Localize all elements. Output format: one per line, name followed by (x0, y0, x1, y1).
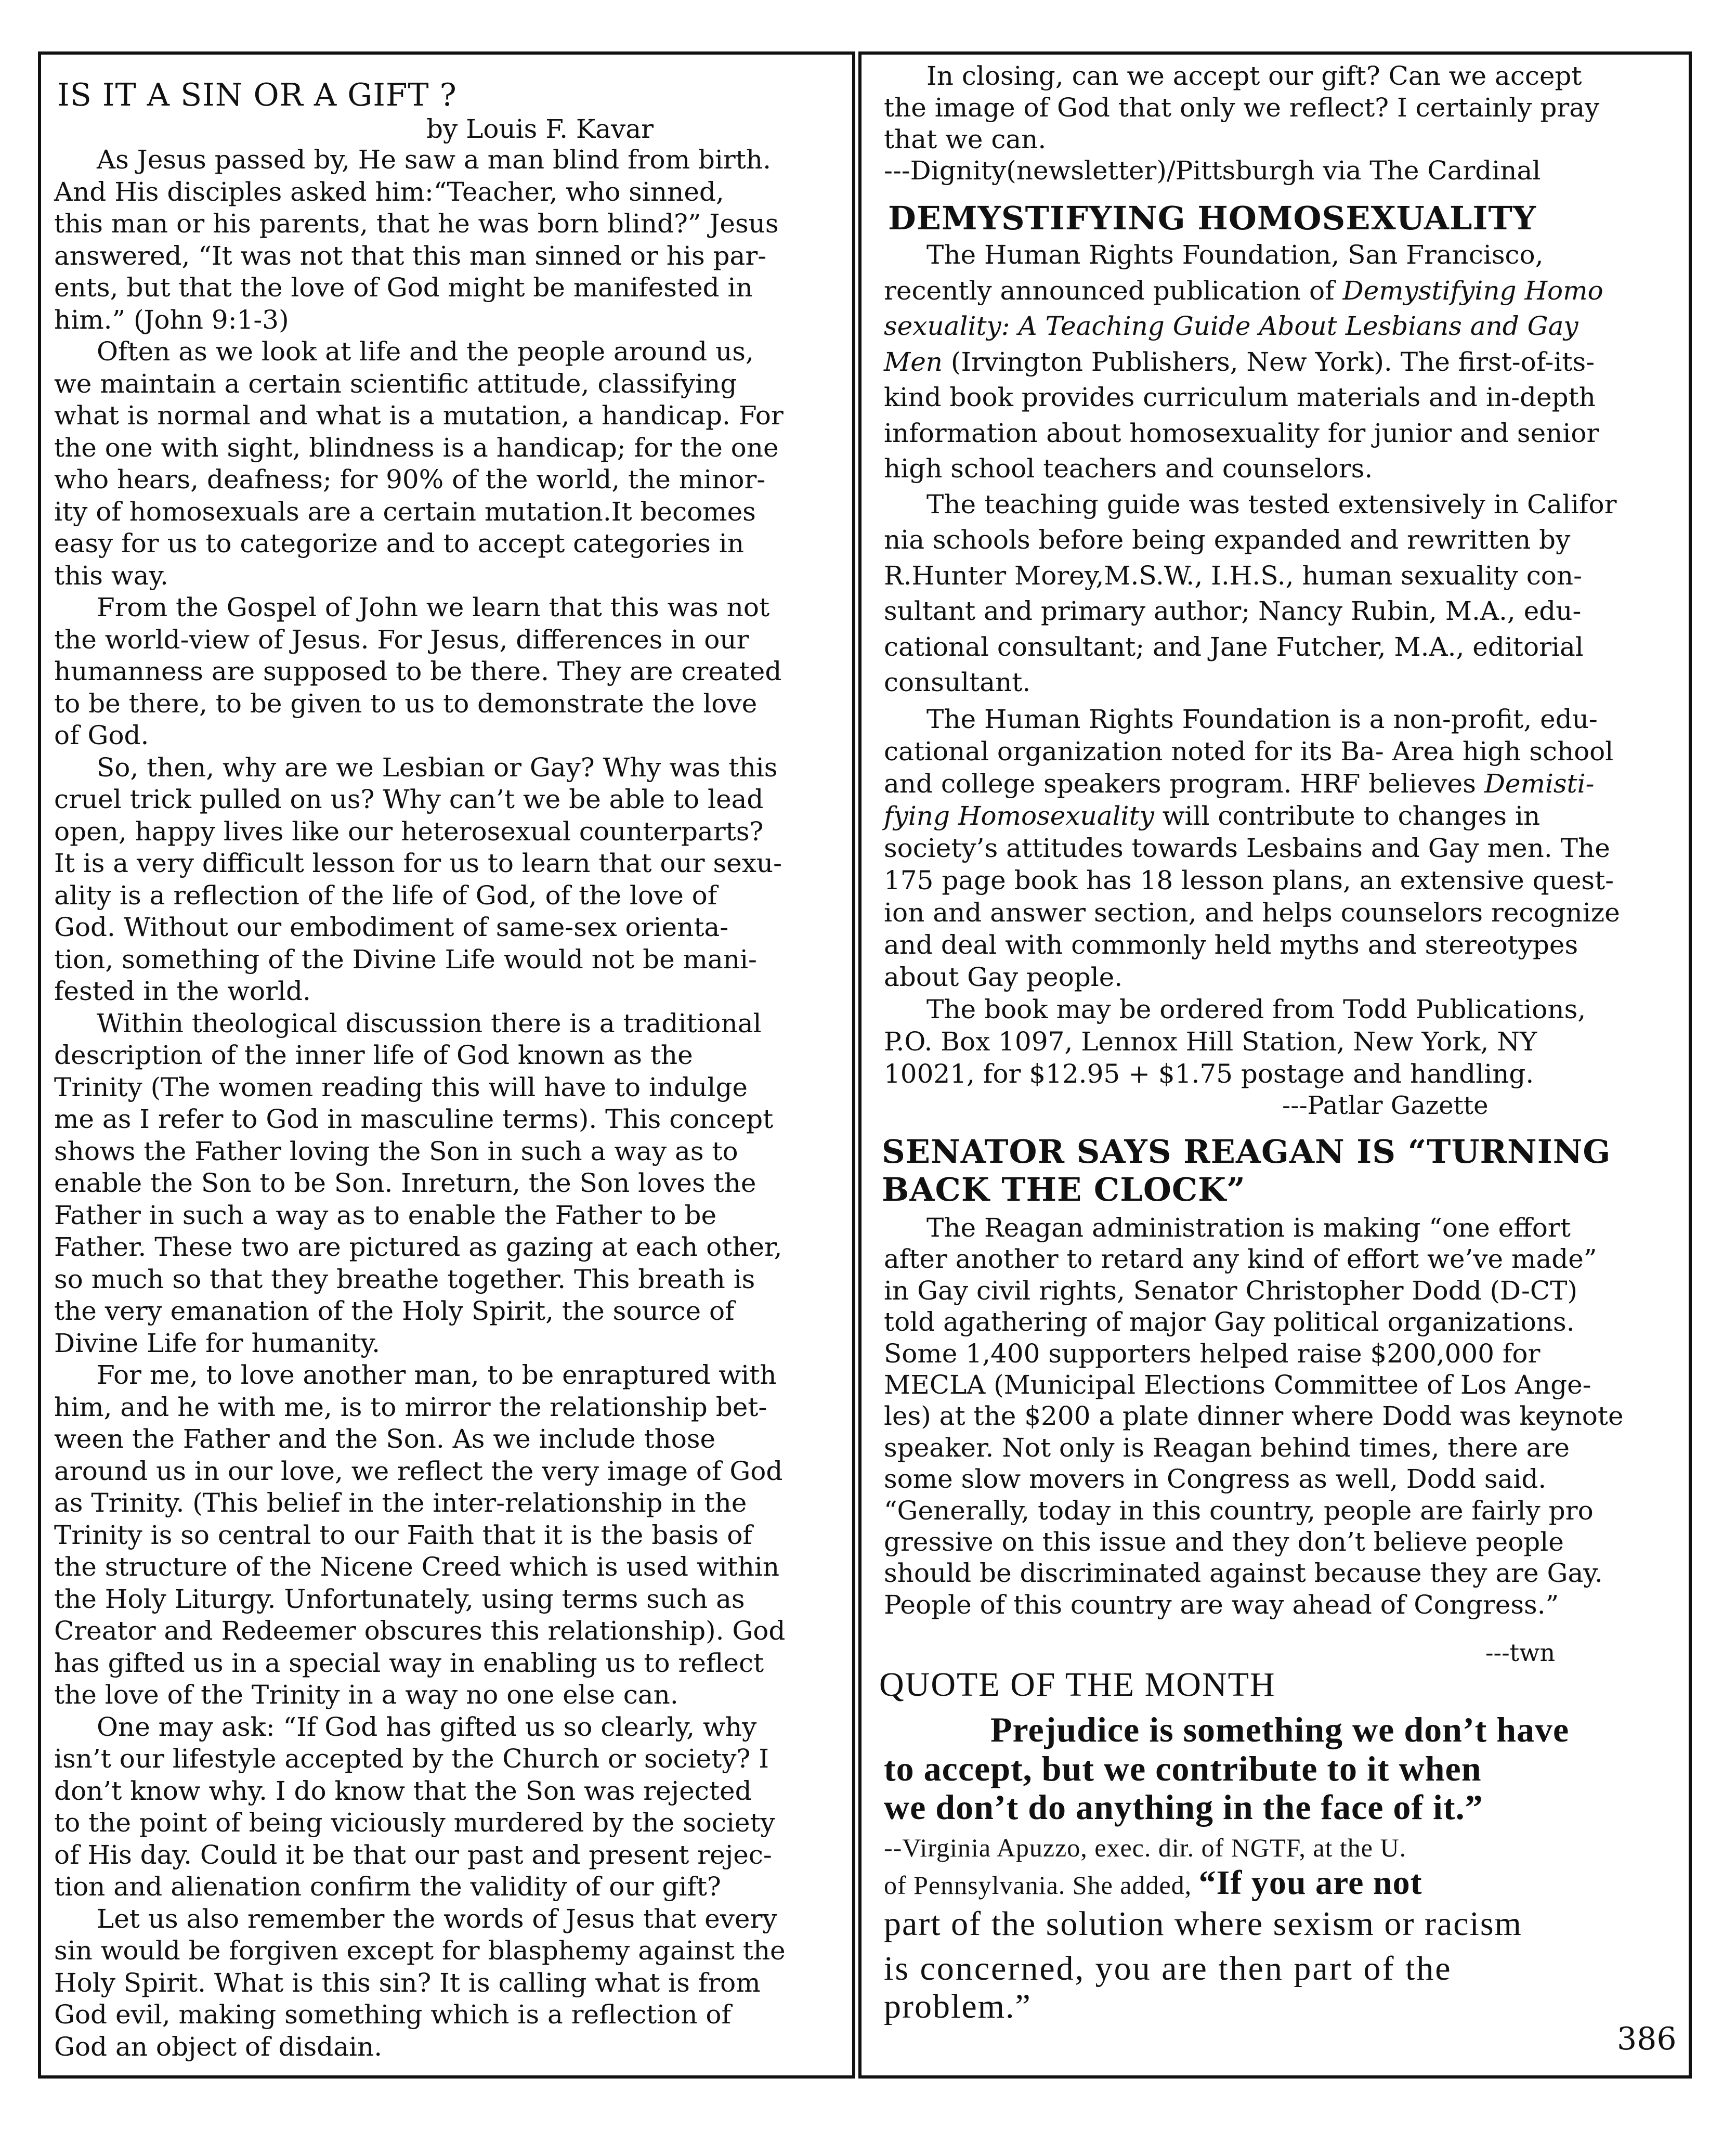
text-line: The Human Rights Foundation is a non-profit, edu- (926, 704, 1598, 734)
attribution-text: of Pennsylvania. She added, (884, 1871, 1199, 1900)
text-line (884, 308, 1617, 344)
text-line: speaker. Not only is Reagan behind times, there are (884, 1432, 1570, 1463)
text-line: God evil, making something which is a reflection of (54, 1999, 731, 2030)
added-quote-line: problem.” (884, 1988, 1032, 2025)
text-line: answered, “It was not that this man sinned or his par- (54, 240, 767, 271)
text-line: to be there, to be given to us to demonstrate the love (54, 688, 758, 719)
demystifying-body-a (884, 237, 1617, 697)
text-line: The teaching guide was tested extensively in Califor (926, 489, 1617, 519)
text-line: R.Hunter Morey,M.S.W., I.H.S., human sexuality con- (884, 560, 1582, 591)
text-line: the one with sight, blindness is a handicap; for the one (54, 432, 779, 463)
text-line: Creator and Redeemer obscures this relationship). God (54, 1616, 786, 1646)
text-line: fested in the world. (54, 976, 311, 1006)
text-line: open, happy lives like our heterosexual counterparts? (54, 816, 764, 847)
text-line: les) at the $200 a plate dinner where Dodd was keynote (884, 1401, 1624, 1432)
senator-heading-line-1: SENATOR SAYS REAGAN IS “TURNING (882, 1133, 1611, 1171)
quote-line: we don’t do anything in the face of it.” (884, 1787, 1483, 1827)
text-line: Divine Life for humanity. (54, 1328, 381, 1358)
text-line: gressive on this issue and they don’t believe people (884, 1526, 1564, 1557)
text-line: One may ask: “If God has gifted us so clearly, why (97, 1711, 757, 1742)
text-line: about Gay people. (884, 962, 1123, 992)
quote-line: to accept, but we contribute to it when (884, 1748, 1482, 1788)
quote-attribution: --Virginia Apuzzo, exec. dir. of NGTF, at the U. (884, 1833, 1407, 1862)
text-line: shows the Father loving the Son in such a way as to (54, 1136, 738, 1166)
added-quote-line: part of the solution where sexism or racism (884, 1905, 1522, 1943)
text-span: recently announced publication of (884, 275, 1343, 306)
text-line: consultant. (884, 667, 1031, 697)
text-line: sultant and primary author; Nancy Rubin, M.A., edu- (884, 596, 1582, 626)
text-line: And His disciples asked him:“Teacher, who sinned, (54, 176, 724, 207)
text-line: Father. These two are pictured as gazing at each other, (54, 1232, 782, 1262)
text-line: MECLA (Municipal Elections Committee of Los Ange- (884, 1369, 1591, 1400)
text-line (884, 800, 1620, 832)
text-line: society’s attitudes towards Lesbains and Gay men. The (884, 833, 1610, 863)
text-line: humanness are supposed to be there. They are created (54, 656, 782, 686)
demystifying-source: ---Patlar Gazette (1282, 1091, 1489, 1120)
text-line: of God. (54, 720, 149, 750)
text-line: Within theological discussion there is a traditional (97, 1008, 762, 1038)
text-line: cational consultant; and Jane Futcher, M.A., editorial (884, 631, 1584, 662)
text-line: the world-view of Jesus. For Jesus, differences in our (54, 624, 749, 655)
text-line: God an object of disdain. (54, 2031, 383, 2062)
text-line: Father in such a way as to enable the Father to be (54, 1200, 717, 1230)
text-line: It is a very difficult lesson for us to learn that our sexu- (54, 848, 782, 878)
text-span: will contribute to changes in (1154, 801, 1541, 831)
quote-line: Prejudice is something we don’t have (990, 1710, 1570, 1749)
demystifying-heading: DEMYSTIFYING HOMOSEXUALITY (888, 199, 1536, 237)
text-line: don’t know why. I do know that the Son was rejected (54, 1775, 752, 1806)
text-line: In closing, can we accept our gift? Can we accept (926, 61, 1582, 91)
text-line: we maintain a certain scientific attitude, classifying (54, 368, 737, 399)
text-line: kind book provides curriculum materials and in-depth (884, 382, 1596, 412)
quote-text (884, 1710, 1569, 1827)
text-line: the structure of the Nicene Creed which is used within (54, 1552, 780, 1582)
text-line: As Jesus passed by, He saw a man blind from birth. (97, 145, 771, 175)
quote-heading: QUOTE OF THE MONTH (879, 1666, 1276, 1704)
text-line: ality is a reflection of the life of God, of the love of (54, 880, 717, 911)
text-line: P.O. Box 1097, Lennox Hill Station, New York, NY (884, 1027, 1537, 1057)
text-line: 10021, for $12.95 + $1.75 postage and handling. (884, 1059, 1534, 1089)
text-line: that we can. (884, 124, 1047, 154)
closing-paragraph (884, 60, 1600, 186)
article-byline: by Louis F. Kavar (426, 114, 654, 144)
italic-text: sexuality: A Teaching Guide About Lesbians and Gay (884, 311, 1578, 341)
text-line: enable the Son to be Son. Inreturn, the Son loves the (54, 1168, 756, 1198)
italic-text: Demystifying Homo (1342, 275, 1603, 306)
text-line: the love of the Trinity in a way no one else can. (54, 1680, 678, 1710)
text-line: Let us also remember the words of Jesus that every (97, 1903, 777, 1934)
text-line: this man or his parents, that he was born blind?” Jesus (54, 209, 779, 239)
quote-attribution-cont (884, 1865, 1422, 1903)
text-line: who hears, deafness; for 90% of the world, the minor- (54, 464, 766, 495)
text-line: him.” (John 9:1-3) (54, 304, 289, 335)
text-line: the Holy Liturgy. Unfortunately, using terms such as (54, 1583, 745, 1614)
senator-source: ---twn (1485, 1639, 1556, 1667)
text-line: so much so that they breathe together. This breath is (54, 1264, 755, 1294)
text-line: ion and answer section, and helps counselors recognize (884, 898, 1620, 928)
text-line: him, and he with me, is to mirror the relationship bet- (54, 1392, 767, 1422)
text-line: told agathering of major Gay political organizations. (884, 1307, 1575, 1337)
text-span: (Irvington Publishers, New York). The first-of-its- (943, 346, 1595, 377)
text-line: God. Without our embodiment of same-sex orienta- (54, 912, 729, 942)
text-line: as Trinity. (This belief in the inter-relationship in the (54, 1488, 747, 1518)
text-line: easy for us to categorize and to accept categories in (54, 528, 745, 559)
text-line: after another to retard any kind of effort we’ve made” (884, 1244, 1597, 1275)
text-line: The Human Rights Foundation, San Francisco, (926, 240, 1544, 270)
text-line: isn’t our lifestyle accepted by the Church or society? I (54, 1744, 769, 1774)
text-line: The Reagan administration is making “one effort (926, 1213, 1571, 1243)
text-line: and deal with commonly held myths and stereotypes (884, 930, 1578, 960)
text-line: around us in our love, we reflect the very image of God (54, 1456, 783, 1486)
text-line (884, 273, 1617, 309)
italic-text: Men (884, 346, 943, 377)
text-line: high school teachers and counselors. (884, 453, 1373, 484)
text-line: ity of homosexuals are a certain mutation.It becomes (54, 496, 756, 527)
text-line: Some 1,400 supporters helped raise $200,000 for (884, 1338, 1541, 1369)
text-line: tion, something of the Divine Life would not be mani- (54, 944, 757, 975)
text-line: information about homosexuality for junior and senior (884, 418, 1599, 448)
text-line: nia schools before being expanded and rewritten by (884, 525, 1571, 555)
text-line: Often as we look at life and the people around us, (97, 336, 754, 367)
text-line: tion and alienation confirm the validity of our gift? (54, 1872, 721, 1902)
text-line: this way. (54, 560, 168, 591)
text-line (884, 768, 1620, 800)
text-line: the image of God that only we reflect? I certainly pray (884, 92, 1600, 123)
text-line: Trinity is so central to our Faith that it is the basis of (54, 1519, 752, 1550)
text-line: should be discriminated against because they are Gay. (884, 1558, 1603, 1589)
text-line: Holy Spirit. What is this sin? It is calling what is from (54, 1967, 761, 1998)
text-span: and college speakers program. HRF believes (884, 769, 1484, 799)
text-line: Trinity (The women reading this will have to indulge (54, 1072, 748, 1102)
italic-text: fying Homosexuality (884, 801, 1154, 831)
text-line: The book may be ordered from Todd Publications, (926, 994, 1586, 1024)
demystifying-body-b (884, 703, 1620, 1089)
text-line: to the point of being viciously murdered by the society (54, 1808, 775, 1838)
senator-heading-line-2: BACK THE CLOCK” (882, 1171, 1246, 1209)
text-line: ween the Father and the Son. As we include those (54, 1424, 716, 1454)
senator-body (884, 1212, 1624, 1620)
article-title: IS IT A SIN OR A GIFT ? (57, 77, 457, 113)
text-line (884, 344, 1617, 380)
text-line: So, then, why are we Lesbian or Gay? Why was this (97, 752, 778, 783)
text-line: “Generally, today in this country, people are fairly pro (884, 1495, 1594, 1526)
text-line: ents, but that the love of God might be manifested in (54, 272, 753, 303)
text-line: People of this country are way ahead of Congress.” (884, 1589, 1559, 1620)
added-quote-start: “If you are not (1198, 1864, 1422, 1902)
text-line: of His day. Could it be that our past and present rejec- (54, 1839, 772, 1870)
text-line: description of the inner life of God known as the (54, 1040, 693, 1070)
text-line: ---Dignity(newsletter)/Pittsburgh via The Cardinal (884, 155, 1541, 186)
text-line: me as I refer to God in masculine terms). This concept (54, 1104, 774, 1134)
text-line: 175 page book has 18 lesson plans, an extensive quest- (884, 865, 1614, 895)
text-line: has gifted us in a special way in enabling us to reflect (54, 1647, 764, 1678)
text-line: some slow movers in Congress as well, Dodd said. (884, 1464, 1547, 1495)
text-line: sin would be forgiven except for blasphemy against the (54, 1936, 786, 1966)
text-line: For me, to love another man, to be enraptured with (97, 1360, 777, 1390)
text-line: what is normal and what is a mutation, a handicap. For (54, 400, 784, 431)
text-line: cational organization noted for its Ba- Area high school (884, 736, 1614, 767)
text-line: From the Gospel of John we learn that this was not (97, 592, 770, 622)
article-body (54, 144, 786, 2062)
italic-text: Demisti- (1484, 769, 1595, 799)
added-quote-line: is concerned, you are then part of the (884, 1950, 1452, 1988)
page-number: 386 (1617, 2021, 1677, 2057)
text-line: the very emanation of the Holy Spirit, the source of (54, 1296, 735, 1326)
text-line: cruel trick pulled on us? Why can’t we be able to lead (54, 784, 764, 814)
text-line: in Gay civil rights, Senator Christopher Dodd (D-CT) (884, 1275, 1578, 1306)
